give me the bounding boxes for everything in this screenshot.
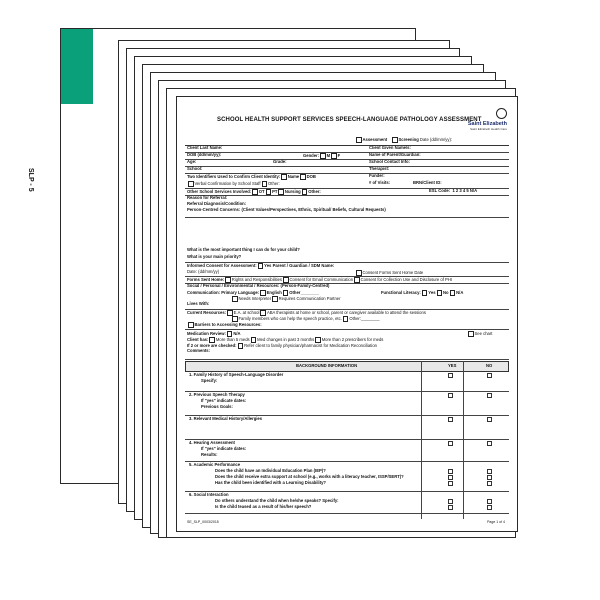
functional-literacy[interactable]: Functional Literacy: Yes No N/A	[381, 289, 464, 295]
yes-checkbox[interactable]	[448, 393, 453, 398]
school-contact: School Contact Info:	[369, 159, 410, 164]
lives-with: Lives With:	[187, 301, 210, 306]
age-field: Age:	[187, 159, 197, 164]
refer-client[interactable]: If 2 or more are checked: Refer client to family physician/pharmacist for Medication Reconciliation	[187, 342, 377, 348]
row-label: 4. Hearing Assessment	[189, 440, 235, 445]
row-label: 5. Academic Performance	[189, 462, 241, 467]
yes-checkbox[interactable]	[448, 417, 453, 422]
table-row	[185, 439, 509, 462]
client-last-name: Client Last Name:	[187, 145, 223, 150]
footer-code: SE_SLP_0003/2015	[187, 520, 219, 525]
question-priority: What is your main priority?	[187, 254, 242, 259]
row-sub-label: Is the child teased as a result of his/her speech?	[215, 504, 312, 509]
page-number: Page 1 of 4	[487, 520, 505, 525]
gender-field[interactable]: Gender: M F	[303, 152, 341, 158]
see-chart[interactable]: See chart	[467, 331, 492, 337]
other-services[interactable]: Other School Services Involved: OT PT Nursing Other:	[187, 188, 321, 194]
therapist-field: Therapist:	[369, 166, 390, 171]
forms-sent-home[interactable]: Forms Sent Home: Rights and Responsibilities Consent for Email Communication Consent for Collection Use and Disclosure of PHI	[187, 276, 453, 282]
table-row	[185, 391, 509, 416]
current-resources[interactable]: Current Resources: E.A. at school ABA therapists at home or school, parent or caregiver available to attend the sessions	[187, 309, 426, 315]
yes-checkbox[interactable]	[448, 481, 453, 486]
visits-field: # of Visits:	[369, 180, 391, 185]
question-important: What is the most important thing I can do for your child?	[187, 247, 300, 252]
family-members[interactable]: Family members who can help the speech practice, etc. Other:________	[231, 316, 380, 322]
no-checkbox[interactable]	[487, 373, 492, 378]
yes-checkbox[interactable]	[448, 373, 453, 378]
parent-name: Name of Parent/Guardian:	[369, 152, 421, 157]
yes-checkbox[interactable]	[448, 499, 453, 504]
no-checkbox[interactable]	[487, 469, 492, 474]
communication[interactable]: Communication: Primary Language: English Other________	[187, 289, 320, 295]
row-label: 1. Family History of Speech-Language Disorder	[189, 372, 284, 377]
logo-icon	[496, 108, 507, 119]
reason-referral: Reason for Referral:	[187, 195, 228, 200]
social-personal: Social / Personal / Environmental / Resources: (Person-Family-Centred)	[187, 283, 330, 288]
assessment-option[interactable]: Assessment	[355, 137, 387, 143]
screening-option[interactable]: Screening Date (dd/mm/yy):	[391, 137, 452, 143]
yes-checkbox[interactable]	[448, 469, 453, 474]
row-label: 2. Previous Speech Therapy	[189, 392, 245, 397]
col-no: NO	[486, 363, 493, 368]
table-header-label: BACKGROUND INFORMATION	[296, 363, 358, 368]
no-checkbox[interactable]	[487, 481, 492, 486]
row-sub-label: Has the child been identified with a Learning Disability?	[215, 480, 326, 485]
consent-forms-date[interactable]: Consent Forms Sent Home Date	[355, 270, 423, 276]
barriers[interactable]: Barriers to Accessing Resources:	[187, 322, 262, 328]
brn-field: BRN/Client ID:	[413, 180, 442, 185]
row-sub-label: If "yes" indicate dates:	[201, 446, 247, 451]
row-sub-label: Does the child have an Individual Education Plan (IEP)?	[215, 468, 326, 473]
no-checkbox[interactable]	[487, 441, 492, 446]
person-centred: Person-Centred Concerns: (Client Values/Perspectives, Ethnic, Spiritual/ Beliefs, Cultural Requests)	[187, 207, 386, 212]
yes-checkbox[interactable]	[448, 475, 453, 480]
comments: Comments:	[187, 348, 211, 353]
logo	[468, 108, 507, 131]
no-checkbox[interactable]	[487, 417, 492, 422]
row-sub-label: Does the child receive extra support at school (e.g., works with a literacy teacher, ISSP/SERT)?	[215, 474, 404, 479]
row-sub-label: Previous Goals:	[201, 404, 233, 409]
informed-consent[interactable]: Informed Consent for Assessment: Yes Parent / Guardian / SDM Name:	[187, 262, 335, 268]
yes-checkbox[interactable]	[448, 505, 453, 510]
client-has[interactable]: Client has: More than 5 meds Med changes in past 3 months More than 2 prescribers for meds	[187, 336, 384, 342]
assessment-form-page	[176, 96, 518, 532]
verbal-confirmation[interactable]: Verbal Confirmation by School Staff Other:	[187, 181, 280, 187]
esl-code: ESL Code: 1 2 3 4 5 N/A	[429, 188, 478, 193]
table-row	[185, 461, 509, 492]
tab-label: SLP - 5	[27, 168, 34, 192]
row-label: 6. Social Interaction	[189, 492, 229, 497]
medication-review[interactable]: Medication Review: N/A	[187, 330, 241, 336]
section-tab	[61, 29, 93, 104]
row-label: 3. Relevant Medical History/Allergies	[189, 416, 263, 421]
no-checkbox[interactable]	[487, 393, 492, 398]
no-checkbox[interactable]	[487, 499, 492, 504]
row-sub-label: If "yes" indicate dates:	[201, 398, 247, 403]
table-row	[185, 415, 509, 440]
table-row	[185, 371, 509, 392]
grade-field: Grade:	[273, 159, 287, 164]
row-sub-label: Specify:	[201, 378, 218, 383]
interpreter-options[interactable]: Needs Interpreter Requires Communication Partner	[231, 296, 341, 302]
no-checkbox[interactable]	[487, 505, 492, 510]
table-row	[185, 491, 509, 514]
logo-name: Saint Elizabeth	[467, 120, 507, 127]
row-sub-label: Results:	[201, 452, 218, 457]
school-field: School:	[187, 166, 203, 171]
referral-diagnosis: Referral Diagnosis/Condition:	[187, 201, 247, 206]
funder-field: Funder:	[369, 173, 385, 178]
yes-checkbox[interactable]	[448, 441, 453, 446]
date-signed: Date: (dd/mm/yy)	[187, 269, 220, 274]
col-yes: YES	[448, 363, 457, 368]
row-sub-label: Do others understand the child when he/she speaks? Specify:	[215, 498, 339, 503]
dob-field: DOB (dd/mm/yy):	[187, 152, 222, 157]
client-given-name: Client Given Name/s:	[369, 145, 411, 150]
no-checkbox[interactable]	[487, 475, 492, 480]
form-title: SCHOOL HEALTH SUPPORT SERVICES SPEECH-LANGUAGE PATHOLOGY ASSESSMENT	[217, 117, 482, 123]
identifiers[interactable]: Two Identifiers Used to Confirm Client Identity: Name DOB	[187, 173, 316, 179]
logo-sub: Saint Elizabeth Health Care	[470, 126, 507, 131]
